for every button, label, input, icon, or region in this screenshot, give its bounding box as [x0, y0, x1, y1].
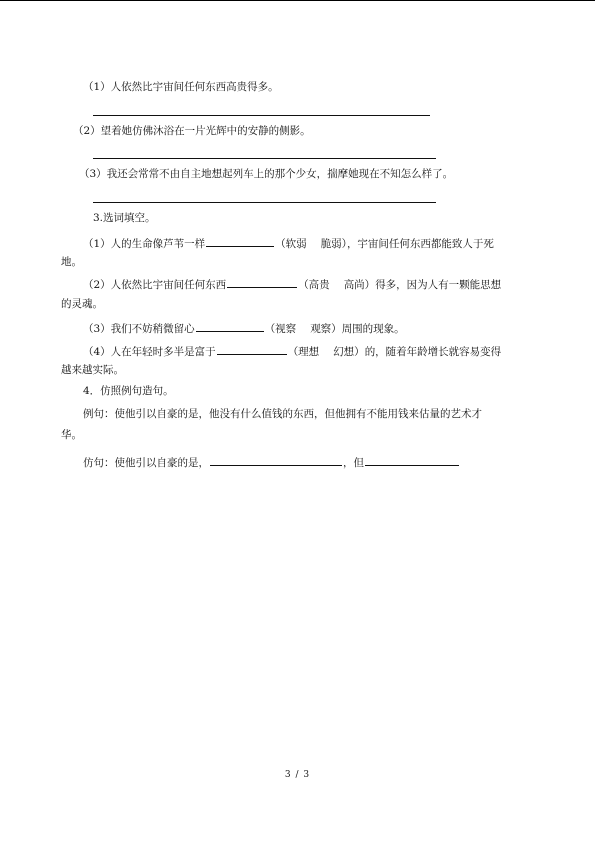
q1-blank[interactable]	[206, 235, 274, 247]
q4-text-a: （4）人在年轻时多半是富于	[83, 346, 216, 358]
page-number: 3 / 3	[284, 770, 311, 780]
q2-option-2: 高尚）	[343, 279, 376, 291]
fill-question-2	[83, 276, 501, 292]
imitate-blank-2[interactable]	[365, 454, 459, 466]
fill-question-3	[83, 320, 405, 336]
rewrite-item-3: （3）我还会常常不由自主地想起列车上的那个少女，揣摩她现在不知怎么样了。	[79, 168, 454, 180]
q1-option-1: （软弱	[275, 238, 307, 250]
fill-question-4	[83, 343, 501, 359]
q3-text-b: 周围的现象。	[341, 323, 405, 335]
q1-text-b: ，宇宙间任何东西都能致人于死	[346, 238, 494, 250]
answer-line-3[interactable]	[93, 202, 436, 203]
q3-text-a: （3）我们不妨稍微留心	[83, 323, 195, 335]
q2-text-a: （2）人依然比宇宙间任何东西	[83, 279, 227, 291]
example-sentence-end: 华。	[61, 429, 82, 441]
q1-text-a: （1）人的生命像芦苇一样	[83, 238, 206, 250]
rewrite-item-1: （1）人依然比宇宙间任何东西高贵得多。	[83, 81, 279, 93]
section-3-title: 3.选词填空。	[93, 212, 156, 224]
imitation-sentence	[83, 454, 460, 470]
q4-text-c: 越来越实际。	[61, 364, 124, 376]
q1-option-2: 脆弱）	[320, 238, 347, 250]
q2-text-c: 的灵魂。	[61, 298, 103, 310]
q2-option-1: （高贵	[298, 279, 330, 291]
imitate-text-a: 仿句：使他引以自豪的是，	[83, 457, 209, 469]
q4-option-2: 幻想）	[333, 346, 365, 358]
fill-question-1	[83, 235, 494, 251]
q3-option-1: （视察	[264, 323, 297, 335]
answer-line-2[interactable]	[93, 158, 436, 159]
q3-blank[interactable]	[196, 320, 264, 332]
q2-text-b: 得多，因为人有一颗能思想	[375, 279, 502, 291]
q4-option-1: （理想	[287, 346, 320, 358]
answer-line-1[interactable]	[93, 115, 430, 116]
q1-text-c: 地。	[61, 256, 82, 268]
imitate-text-b: ，但	[343, 457, 364, 469]
imitate-blank-1[interactable]	[210, 454, 342, 466]
q4-blank[interactable]	[217, 343, 287, 355]
page-top-border	[0, 0, 595, 1]
q2-blank[interactable]	[227, 276, 297, 288]
rewrite-item-2: （2）望着她仿佛沐浴在一片光辉中的安静的侧影。	[73, 125, 311, 137]
section-4-title: 4．仿照例句造句。	[83, 385, 174, 397]
q3-option-2: 观察）	[310, 323, 342, 335]
example-sentence: 例句：使他引以自豪的是，他没有什么值钱的东西，但他拥有不能用钱来估量的艺术才	[83, 408, 482, 420]
q4-text-b: 的，随着年龄增长就容易变得	[364, 346, 502, 358]
